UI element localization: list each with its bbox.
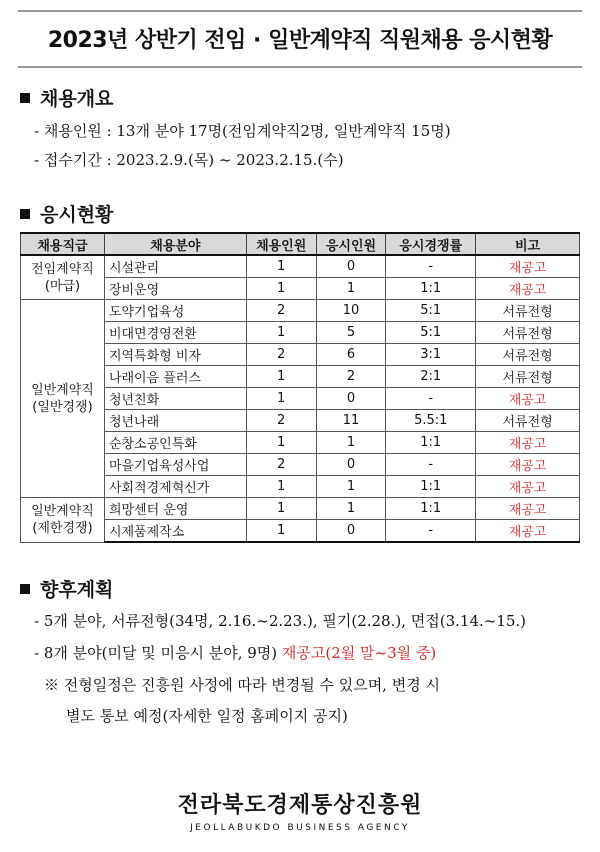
- cell-remark: 재공고: [476, 432, 580, 454]
- cell-apply: 1: [316, 498, 386, 520]
- table-row: [21, 278, 580, 300]
- table-row: [21, 322, 580, 344]
- table-header-row: [21, 233, 580, 255]
- cell-field: 지역특화형 비자: [104, 344, 246, 366]
- table-row: [21, 255, 580, 278]
- col-header-hire: 채용인원: [246, 233, 316, 255]
- cell-ratio: 2:1: [386, 366, 476, 388]
- cell-field: 청년친화: [104, 388, 246, 410]
- table-row: [21, 366, 580, 388]
- cell-field: 시제품제작소: [104, 520, 246, 543]
- agency-logo-english: JEOLLABUKDO BUSINESS AGENCY: [190, 823, 410, 833]
- status-heading-text: 응시현황: [40, 204, 114, 226]
- cell-field: 마을기업육성사업: [104, 454, 246, 476]
- cell-field: 나래이음 플러스: [104, 366, 246, 388]
- table-row: [21, 476, 580, 498]
- cell-ratio: -: [386, 388, 476, 410]
- table-row: [21, 520, 580, 543]
- plan-line-repost: [34, 642, 436, 663]
- agency-logo: [0, 788, 600, 833]
- cell-ratio: 1:1: [386, 476, 476, 498]
- table-row: [21, 300, 580, 322]
- cell-field: 청년나래: [104, 410, 246, 432]
- cell-field: 사회적경제혁신가: [104, 476, 246, 498]
- square-bullet-icon: [20, 93, 30, 103]
- cell-hire: 1: [246, 520, 316, 543]
- agency-logo-korean: 전라북도경제통상진흥원: [177, 793, 423, 818]
- col-header-grade: 채용직급: [21, 233, 105, 255]
- cell-field: 장비운영: [104, 278, 246, 300]
- cell-remark: 서류전형: [476, 410, 580, 432]
- cell-remark: 재공고: [476, 255, 580, 278]
- cell-ratio: -: [386, 255, 476, 278]
- plan-note-line1: ※ 전형일정은 진흥원 사정에 따라 변경될 수 있으며, 변경 시: [44, 676, 440, 694]
- cell-field: 순창소공인특화: [104, 432, 246, 454]
- overview-heading-text: 채용개요: [40, 88, 114, 110]
- cell-remark: 재공고: [476, 278, 580, 300]
- cell-hire: 2: [246, 300, 316, 322]
- cell-remark: 서류전형: [476, 300, 580, 322]
- cell-remark: 재공고: [476, 476, 580, 498]
- overview-line-hire: - 채용인원 : 13개 분야 17명(전임계약직2명, 일반계약직 15명): [34, 122, 451, 140]
- cell-hire: 2: [246, 344, 316, 366]
- cell-field: 도약기업육성: [104, 300, 246, 322]
- section-plan-heading: [20, 575, 113, 602]
- cell-ratio: -: [386, 520, 476, 543]
- cell-apply: 0: [316, 388, 386, 410]
- cell-remark: 서류전형: [476, 322, 580, 344]
- table-row: [21, 388, 580, 410]
- cell-remark: 재공고: [476, 520, 580, 543]
- overview-line-period: - 접수기간 : 2023.2.9.(목) ~ 2023.2.15.(수): [34, 151, 344, 169]
- col-header-field: 채용분야: [104, 233, 246, 255]
- cell-hire: 2: [246, 410, 316, 432]
- table-row: [21, 410, 580, 432]
- cell-ratio: 3:1: [386, 344, 476, 366]
- cell-ratio: 1:1: [386, 498, 476, 520]
- cell-ratio: 5.5:1: [386, 410, 476, 432]
- cell-apply: 1: [316, 432, 386, 454]
- cell-ratio: 5:1: [386, 322, 476, 344]
- table-row: [21, 344, 580, 366]
- cell-remark: 재공고: [476, 454, 580, 476]
- cell-field: 희망센터 운영: [104, 498, 246, 520]
- cell-ratio: -: [386, 454, 476, 476]
- plan-line-screening: - 5개 분야, 서류전형(34명, 2.16.~2.23.), 필기(2.28.), 면접(3.14.~15.): [34, 612, 527, 630]
- plan-heading-text: 향후계획: [40, 579, 114, 601]
- cell-grade: 일반계약직 (일반경쟁): [21, 300, 105, 498]
- col-header-apply: 응시인원: [316, 233, 386, 255]
- cell-apply: 5: [316, 322, 386, 344]
- cell-hire: 1: [246, 498, 316, 520]
- cell-ratio: 1:1: [386, 278, 476, 300]
- section-status-heading: [20, 200, 113, 227]
- cell-grade: 전임계약직 (마급): [21, 255, 105, 300]
- page-title: 2023년 상반기 전임 · 일반계약직 직원채용 응시현황: [47, 28, 553, 53]
- table-row: [21, 454, 580, 476]
- col-header-ratio: 응시경쟁률: [386, 233, 476, 255]
- col-header-remark: 비고: [476, 233, 580, 255]
- cell-grade: 일반계약직 (제한경쟁): [21, 498, 105, 543]
- cell-apply: 2: [316, 366, 386, 388]
- plan-line-repost-red: 재공고(2월 말~3월 중): [281, 644, 437, 662]
- cell-apply: 0: [316, 520, 386, 543]
- cell-hire: 2: [246, 454, 316, 476]
- plan-line-repost-text: - 8개 분야(미달 및 미응시 분야, 9명): [34, 644, 282, 662]
- table-row: [21, 498, 580, 520]
- section-overview-heading: [20, 84, 113, 111]
- cell-ratio: 5:1: [386, 300, 476, 322]
- table-row: [21, 432, 580, 454]
- plan-note-line2: 별도 통보 예정(자세한 일정 홈페이지 공지): [66, 707, 348, 725]
- cell-remark: 서류전형: [476, 366, 580, 388]
- cell-field: 비대면경영전환: [104, 322, 246, 344]
- cell-remark: 재공고: [476, 388, 580, 410]
- cell-hire: 1: [246, 278, 316, 300]
- cell-apply: 10: [316, 300, 386, 322]
- cell-apply: 0: [316, 454, 386, 476]
- cell-apply: 6: [316, 344, 386, 366]
- cell-hire: 1: [246, 476, 316, 498]
- cell-hire: 1: [246, 255, 316, 278]
- title-box: [18, 10, 582, 68]
- cell-hire: 1: [246, 322, 316, 344]
- applicant-status-table: [20, 232, 580, 543]
- cell-apply: 11: [316, 410, 386, 432]
- cell-apply: 0: [316, 255, 386, 278]
- square-bullet-icon: [20, 209, 30, 219]
- cell-apply: 1: [316, 476, 386, 498]
- cell-ratio: 1:1: [386, 432, 476, 454]
- cell-apply: 1: [316, 278, 386, 300]
- cell-hire: 1: [246, 432, 316, 454]
- cell-remark: 서류전형: [476, 344, 580, 366]
- cell-hire: 1: [246, 366, 316, 388]
- cell-hire: 1: [246, 388, 316, 410]
- square-bullet-icon: [20, 584, 30, 594]
- cell-remark: 재공고: [476, 498, 580, 520]
- cell-field: 시설관리: [104, 255, 246, 278]
